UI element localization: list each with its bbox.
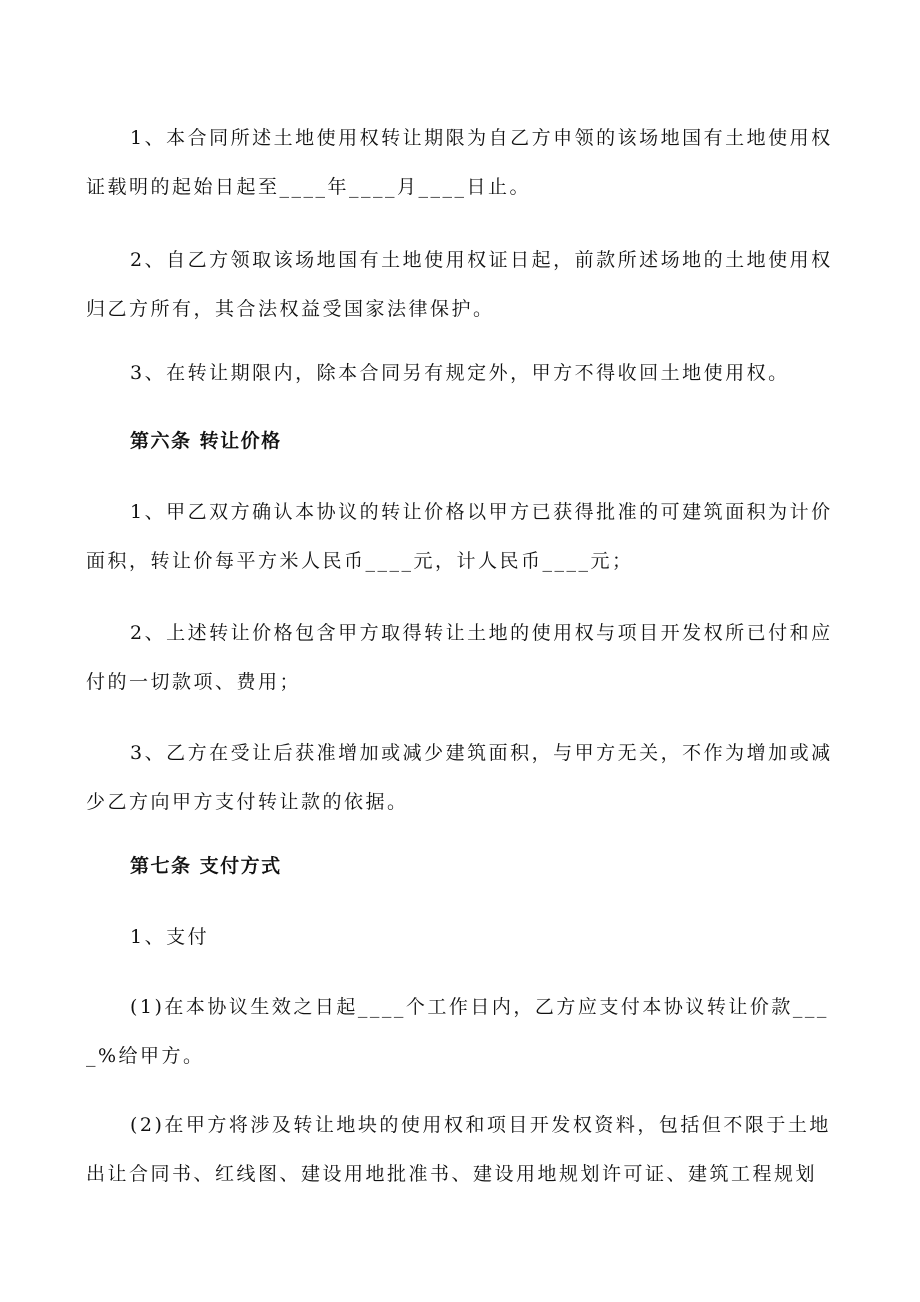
section-heading-article-6: 第六条 转让价格 — [130, 430, 282, 452]
paragraph-ownership: 2、自乙方领取该场地国有土地使用权证日起，前款所述场地的土地使用权归乙方所有，其合法权益受国家法律保护。 — [86, 249, 833, 320]
paragraph-price-basis: 1、甲乙双方确认本协议的转让价格以甲方已获得批准的可建筑面积为计价面积，转让价每平方米人民币____元，计人民币____元； — [86, 501, 833, 572]
paragraph-payment-item-1: (1)在本协议生效之日起____个工作日内，乙方应支付本协议转让价款____%给甲方。 — [86, 996, 829, 1067]
paragraph-term-period: 1、本合同所述土地使用权转让期限为自乙方申领的该场地国有土地使用权证载明的起始日起至____年____月____日止。 — [86, 127, 833, 198]
paragraph-payment-title: 1、支付 — [130, 926, 210, 948]
paragraph-no-recall: 3、在转让期限内，除本合同另有规定外，甲方不得收回土地使用权。 — [130, 362, 790, 384]
section-heading-article-7: 第七条 支付方式 — [130, 855, 282, 877]
paragraph-payment-item-2: (2)在甲方将涉及转让地块的使用权和项目开发权资料，包括但不限于土地出让合同书、红线图、建设用地批准书、建设用地规划许可证、建筑工程规划 — [86, 1114, 831, 1185]
paragraph-area-change: 3、乙方在受让后获准增加或减少建筑面积，与甲方无关，不作为增加或减少乙方向甲方支付转让款的依据。 — [86, 742, 833, 813]
paragraph-price-includes: 2、上述转让价格包含甲方取得转让土地的使用权与项目开发权所已付和应付的一切款项、费用； — [86, 622, 833, 693]
